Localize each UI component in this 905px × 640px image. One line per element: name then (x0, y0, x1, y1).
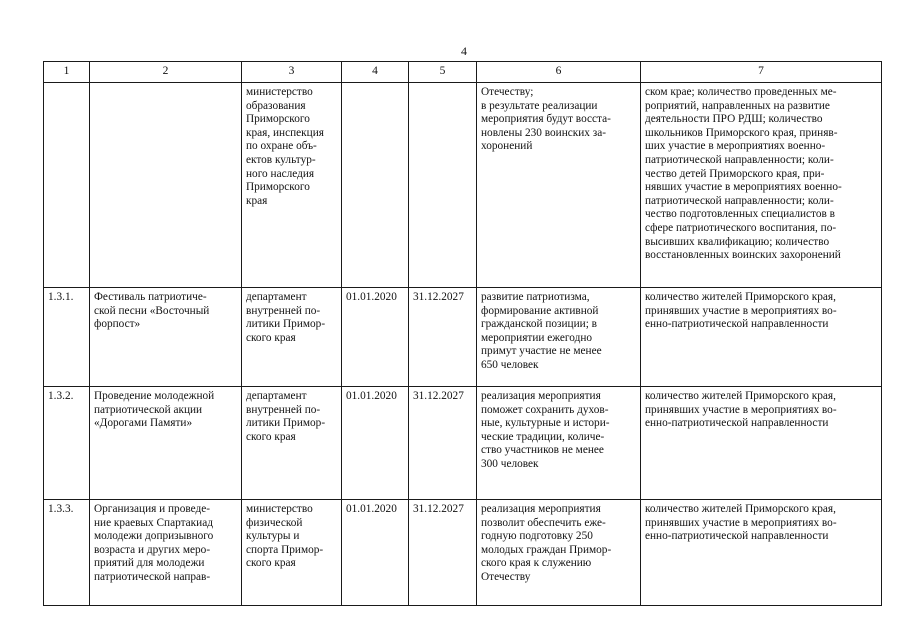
item-number-cell (44, 288, 90, 387)
indicators-text: количество жителей Приморского края, принявших участие в мероприятиях во- енно-патриотической направленности (645, 503, 837, 543)
executor-text: департамент внутренней по- литики Примор- ского края (246, 390, 326, 443)
activity-name: Проведение молодежной патриотической акции «Дорогами Памяти» (94, 390, 215, 430)
activity-name: Фестиваль патриотиче- ской песни «Восточный форпост» (94, 291, 210, 331)
item-number: 1.3.2. (48, 390, 74, 402)
executor-text: министерство образования Приморского края, инспекция по охране объ- ектов культур- ного наследия Приморского края (246, 86, 324, 207)
expected-result-cell (477, 288, 641, 387)
table-row (44, 83, 882, 288)
table-row (44, 288, 882, 387)
end-date: 31.12.2027 (413, 390, 464, 402)
activity-name-cell (90, 500, 242, 606)
column-header: 6 (477, 62, 641, 83)
end-date-cell (409, 387, 477, 500)
expected-result-cell (477, 83, 641, 288)
column-header: 7 (641, 62, 882, 83)
table-row (44, 500, 882, 606)
activity-name: Организация и проведе- ние краевых Спартакиад молодежи допризывного возраста и других меро- приятий для молодежи патриотической направ- (94, 503, 214, 583)
start-date-cell (342, 500, 409, 606)
executor-cell (242, 288, 342, 387)
end-date: 31.12.2027 (413, 503, 464, 515)
end-date-cell (409, 288, 477, 387)
expected-result: реализация мероприятия позволит обеспечить еже- годную подготовку 250 молодых граждан Примор- ского края к служению Отечеству (481, 503, 612, 583)
end-date-cell (409, 500, 477, 606)
start-date-cell (342, 288, 409, 387)
executor-text: министерство физической культуры и спорта Примор- ского края (246, 503, 324, 570)
item-number: 1.3.1. (48, 291, 74, 303)
item-number-cell (44, 387, 90, 500)
activity-name-cell (90, 83, 242, 288)
expected-result-cell (477, 387, 641, 500)
program-activities-table (43, 61, 882, 606)
start-date: 01.01.2020 (346, 503, 397, 515)
start-date-cell (342, 83, 409, 288)
table-header-row (44, 62, 882, 83)
expected-result: реализация мероприятия поможет сохранить духов- ные, культурные и истори- ческие традиции, количе- ство участников не менее 300 человек (481, 390, 610, 470)
executor-cell (242, 500, 342, 606)
executor-cell (242, 387, 342, 500)
column-header: 1 (44, 62, 90, 83)
end-date: 31.12.2027 (413, 291, 464, 303)
indicators-text: количество жителей Приморского края, принявших участие в мероприятиях во- енно-патриотической направленности (645, 291, 837, 331)
column-header: 3 (242, 62, 342, 83)
activity-name-cell (90, 288, 242, 387)
expected-result: Отечеству; в результате реализации мероприятия будут восста- новлены 230 воинских за- хоронений (481, 86, 611, 153)
expected-result-cell (477, 500, 641, 606)
page-number: 4 (461, 44, 467, 58)
executor-text: департамент внутренней по- литики Примор- ского края (246, 291, 326, 344)
start-date-cell (342, 387, 409, 500)
activity-name-cell (90, 387, 242, 500)
indicators-text: ском крае; количество проведенных ме- роприятий, направленных на развитие деятельности ПРО РДШ; количество школьников Приморского края, приняв- ших участие в мероприятиях военно- патриотической направленности; коли- чество детей Приморского края, при- нявших участие в мероприятиях военно- патриотической направленности; коли- чество подготовленных специалистов в сфере патриотического воспитания, по- высивших квалификацию; количество восстановленных воинских захоронений (645, 86, 842, 262)
end-date-cell (409, 83, 477, 288)
item-number-cell (44, 83, 90, 288)
indicators-cell (641, 500, 882, 606)
indicators-text: количество жителей Приморского края, принявших участие в мероприятиях во- енно-патриотической направленности (645, 390, 837, 430)
expected-result: развитие патриотизма, формирование активной гражданской позиции; в мероприятии ежегодно примут участие не менее 650 человек (481, 291, 602, 371)
column-header: 2 (90, 62, 242, 83)
start-date: 01.01.2020 (346, 291, 397, 303)
start-date: 01.01.2020 (346, 390, 397, 402)
table-row (44, 387, 882, 500)
column-header: 4 (342, 62, 409, 83)
column-header: 5 (409, 62, 477, 83)
indicators-cell (641, 288, 882, 387)
item-number: 1.3.3. (48, 503, 74, 515)
executor-cell (242, 83, 342, 288)
indicators-cell (641, 83, 882, 288)
item-number-cell (44, 500, 90, 606)
indicators-cell (641, 387, 882, 500)
